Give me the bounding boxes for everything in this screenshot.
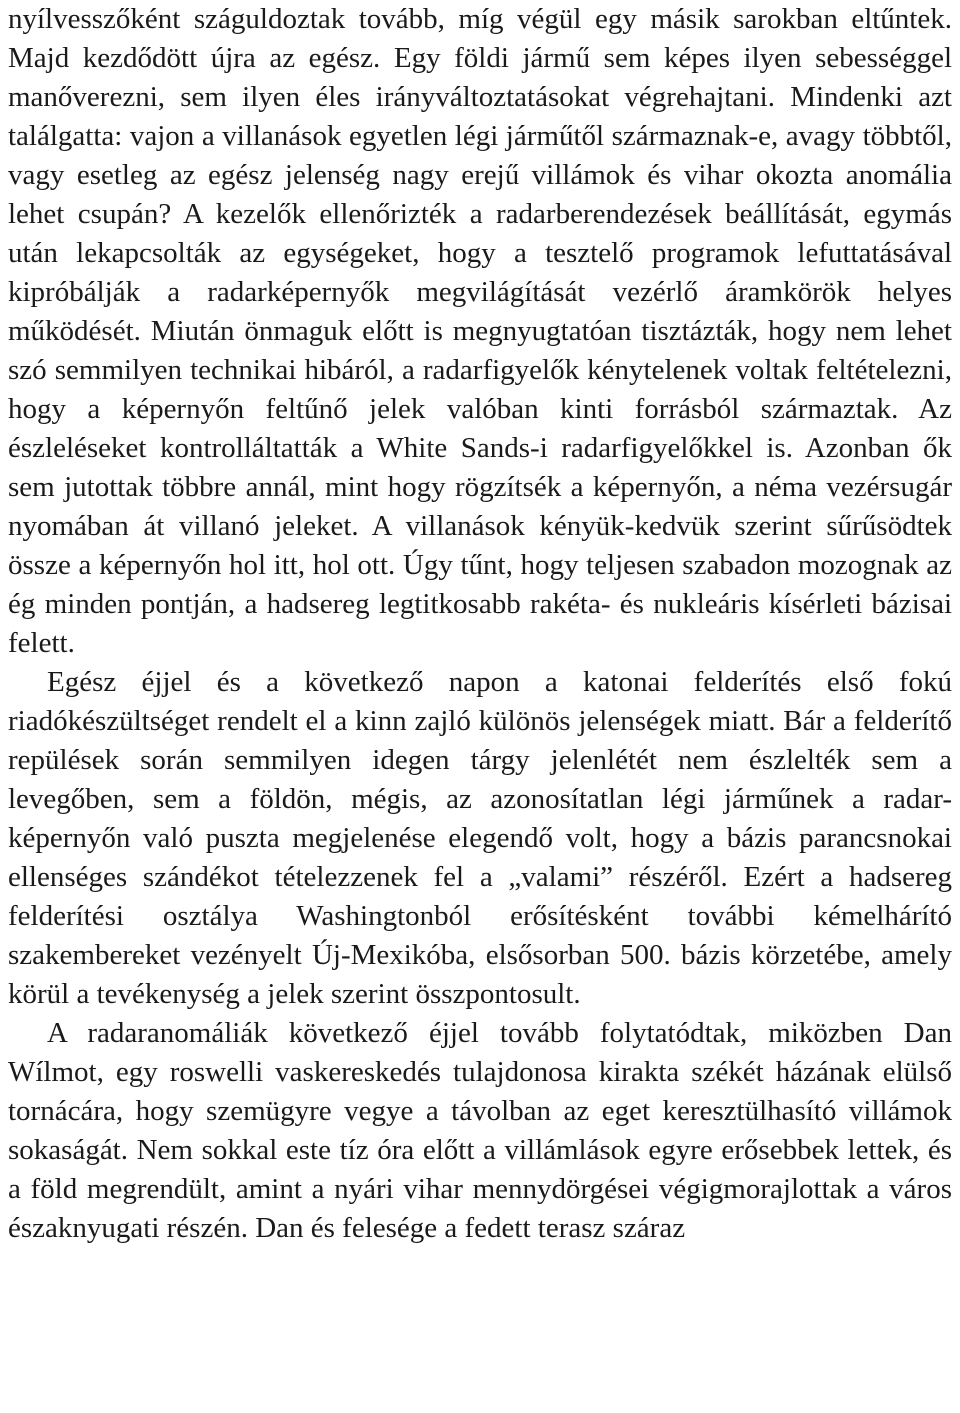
paragraph-2: Egész éjjel és a következő napon a katonai felderítés első fokú riadókészültséget rendelt el a kinn zajló különös jelenségek miatt. Bár a felderítő repülések során semmilyen idegen tárgy jelenlétét nem észlelték sem a levegőben, sem a földön, mégis, az azonosítatlan légi járműnek a radar-képernyőn való puszta megjelenése elegendő volt, hogy a bázis parancsnokai ellenséges szándékot tételezzenek fel a „valami” részéről. Ezért a hadsereg felderítési osztálya Washingtonból erősítésként további kémelhárító szakembereket vezényelt Új-Mexikóba, elsősorban 500. bázis körzetébe, amely körül a tevékenység a jelek szerint összpontosult. <box>8 666 952 1010</box>
paragraph-1: nyílvesszőként száguldoztak tovább, míg végül egy másik sarokban eltűntek. Majd kezdődött újra az egész. Egy földi jármű sem képes ilyen sebességgel manőverezni, sem ilyen éles irányváltoztatásokat végrehajtani. Mindenki azt találgatta: vajon a villanások egyetlen légi járműtől származnak-e, avagy többtől, vagy esetleg az egész jelenség nagy erejű villámok és vihar okozta anomália lehet csupán? A kezelők ellenőrizték a radarberendezések beállítását, egymás után lekapcsolták az egységeket, hogy a tesztelő programok lefuttatásával kipróbálják a radarképernyők megvilágítását vezérlő áramkörök helyes működését. Miután önmaguk előtt is megnyugtatóan tisztázták, hogy nem lehet szó semmilyen technikai hibáról, a radarfigyelők kénytelenek voltak feltételezni, hogy a képernyőn feltűnő jelek valóban kinti forrásból származtak. Az észleléseket kontrolláltatták a White Sands-i radarfigyelőkkel is. Azonban ők sem jutottak többre annál, mint hogy rögzítsék a képernyőn, a néma vezérsugár nyomában át villanó jeleket. A villanások kényük-kedvük szerint sűrűsödtek össze a képernyőn hol itt, hol ott. Úgy tűnt, hogy teljesen szabadon mozognak az ég minden pontján, a hadsereg legtitkosabb rakéta- és nukleáris kísérleti bázisai felett. <box>8 3 952 659</box>
paragraph-3: A radaranomáliák következő éjjel tovább folytatódtak, miközben Dan Wílmot, egy roswelli vaskereskedés tulajdonosa kirakta székét házának elülső tornácára, hogy szemügyre vegye a távolban az eget keresztülhasító villámok sokaságát. Nem sokkal este tíz óra előtt a villámlások egyre erősebbek lettek, és a föld megrendült, amint a nyári vihar mennydörgései végigmorajlottak a város északnyugati részén. Dan és felesége a fedett terasz száraz <box>8 1017 952 1244</box>
document-page <box>8 0 952 1248</box>
